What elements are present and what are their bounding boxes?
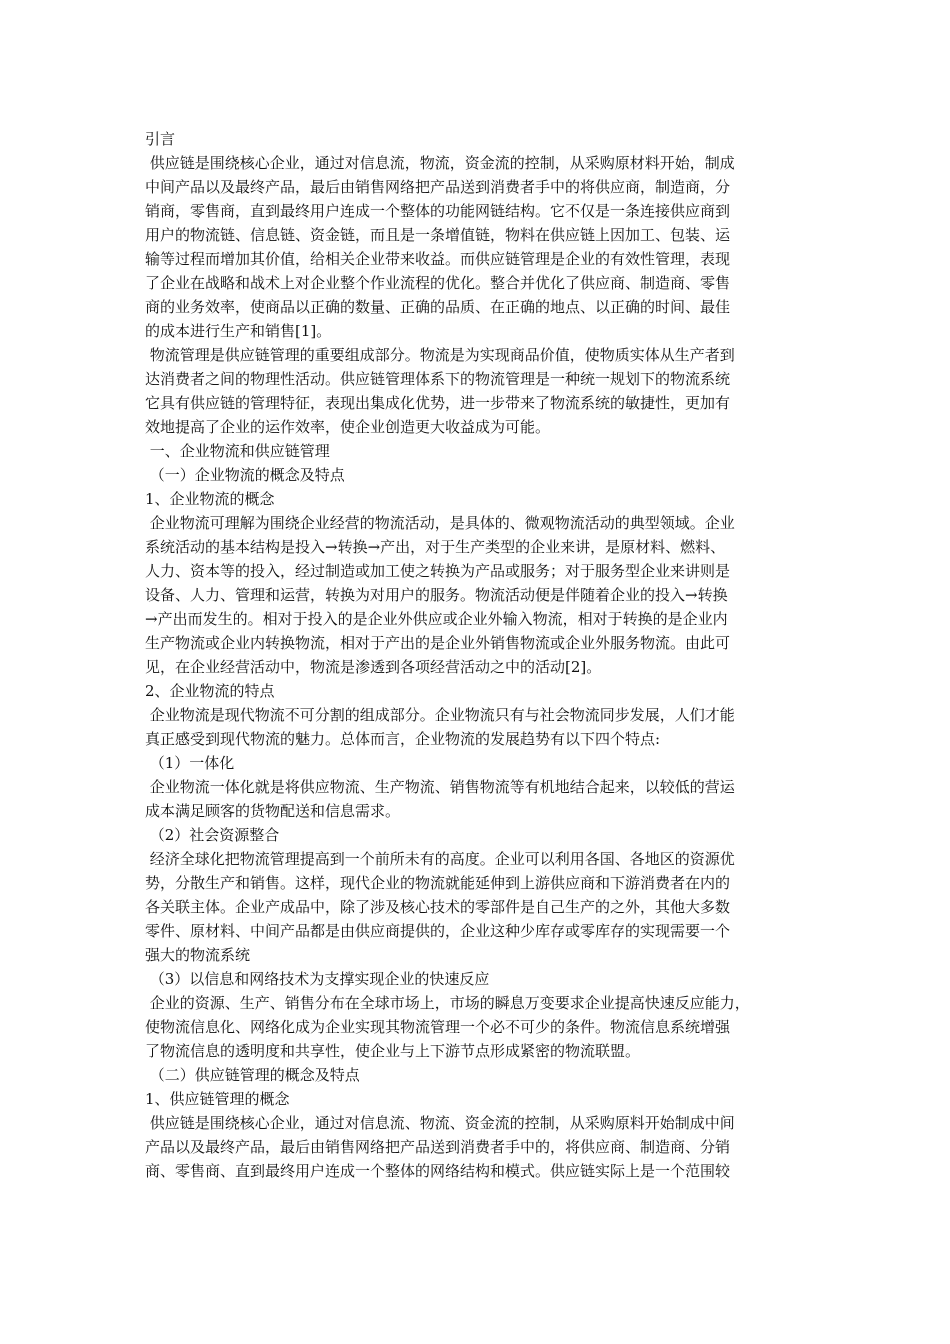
text-line: 中间产品以及最终产品，最后由销售网络把产品送到消费者手中的将供应商，制造商，分 bbox=[145, 178, 731, 196]
text-line: 各关联主体。企业产成品中，除了涉及核心技术的零部件是自己生产的之外，其他大多数 bbox=[145, 898, 731, 916]
text-line: 了企业在战略和战术上对企业整个作业流程的优化。整合并优化了供应商、制造商、零售 bbox=[145, 274, 731, 292]
text-line: 商、零售商、直到最终用户连成一个整体的网络结构和模式。供应链实际上是一个范围较 bbox=[145, 1162, 731, 1180]
text-line: 企业物流是现代物流不可分割的组成部分。企业物流只有与社会物流同步发展，人们才能 bbox=[145, 706, 735, 724]
subsubsection-heading: 1、供应链管理的概念 bbox=[145, 1090, 290, 1108]
text-line: 供应链是围绕核心企业，通过对信息流、物流、资金流的控制，从采购原料开始制成中间 bbox=[145, 1114, 735, 1132]
text-line: 输等过程而增加其价值，给相关企业带来收益。而供应链管理是企业的有效性管理，表现 bbox=[145, 250, 731, 268]
list-item-heading: （2）社会资源整合 bbox=[145, 826, 280, 844]
text-line: 企业的资源、生产、销售分布在全球市场上，市场的瞬息万变要求企业提高快速反应能力， bbox=[145, 994, 750, 1012]
text-line: 强大的物流系统 bbox=[145, 946, 251, 964]
text-line: 商的业务效率，使商品以正确的数量、正确的品质、在正确的地点、以正确的时间、最佳 bbox=[145, 298, 731, 316]
text-line: 企业物流一体化就是将供应物流、生产物流、销售物流等有机地结合起来，以较低的营运 bbox=[145, 778, 735, 796]
document-heading: 引言 bbox=[145, 130, 176, 148]
text-line: 成本满足顾客的货物配送和信息需求。 bbox=[145, 802, 401, 820]
text-line: 供应链是围绕核心企业，通过对信息流，物流，资金流的控制，从采购原材料开始，制成 bbox=[145, 154, 735, 172]
subsection-heading: （二）供应链管理的概念及特点 bbox=[145, 1066, 360, 1084]
subsection-heading: （一）企业物流的概念及特点 bbox=[145, 466, 345, 484]
text-line: 经济全球化把物流管理提高到一个前所未有的高度。企业可以利用各国、各地区的资源优 bbox=[145, 850, 735, 868]
subsubsection-heading: 2、企业物流的特点 bbox=[145, 682, 275, 700]
document-page bbox=[145, 127, 809, 1183]
list-item-heading: （1）一体化 bbox=[145, 754, 235, 772]
text-line: 零件、原材料、中间产品都是由供应商提供的，企业这种少库存或零库存的实现需要一个 bbox=[145, 922, 731, 940]
text-line: 物流管理是供应链管理的重要组成部分。物流是为实现商品价值，使物质实体从生产者到 bbox=[145, 346, 735, 364]
text-line: 效地提高了企业的运作效率，使企业创造更大收益成为可能。 bbox=[145, 418, 551, 436]
text-line: 用户的物流链、信息链、资金链，而且是一条增值链，物料在供应链上因加工、包装、运 bbox=[145, 226, 731, 244]
text-line: 它具有供应链的管理特征，表现出集成化优势，进一步带来了物流系统的敏捷性，更加有 bbox=[145, 394, 731, 412]
text-line: 生产物流或企业内转换物流，相对于产出的是企业外销售物流或企业外服务物流。由此可 bbox=[145, 634, 731, 652]
subsubsection-heading: 1、企业物流的概念 bbox=[145, 490, 275, 508]
list-item-heading: （3）以信息和网络技术为支撑实现企业的快速反应 bbox=[145, 970, 490, 988]
text-line: 企业物流可理解为围绕企业经营的物流活动，是具体的、微观物流活动的典型领域。企业 bbox=[145, 514, 735, 532]
text-line: 达消费者之间的物理性活动。供应链管理体系下的物流管理是一种统一规划下的物流系统 bbox=[145, 370, 731, 388]
text-line: 的成本进行生产和销售[1]。 bbox=[145, 322, 332, 340]
text-line: 设备、人力、管理和运营，转换为对用户的服务。物流活动便是伴随着企业的投入→转换 bbox=[145, 586, 728, 604]
text-line: 了物流信息的透明度和共享性，使企业与上下游节点形成紧密的物流联盟。 bbox=[145, 1042, 641, 1060]
text-line: 势，分散生产和销售。这样，现代企业的物流就能延伸到上游供应商和下游消费者在内的 bbox=[145, 874, 731, 892]
text-line: 使物流信息化、网络化成为企业实现其物流管理一个必不可少的条件。物流信息系统增强 bbox=[145, 1018, 731, 1036]
text-line: 系统活动的基本结构是投入→转换→产出，对于生产类型的企业来讲，是原材料、燃料、 bbox=[145, 538, 726, 556]
text-line: →产出而发生的。相对于投入的是企业外供应或企业外输入物流，相对于转换的是企业内 bbox=[145, 610, 728, 628]
section-heading: 一、企业物流和供应链管理 bbox=[145, 442, 330, 460]
text-line: 产品以及最终产品，最后由销售网络把产品送到消费者手中的，将供应商、制造商、分销 bbox=[145, 1138, 731, 1156]
text-line: 见，在企业经营活动中，物流是渗透到各项经营活动之中的活动[2]。 bbox=[145, 658, 602, 676]
text-line: 销商，零售商，直到最终用户连成一个整体的功能网链结构。它不仅是一条连接供应商到 bbox=[145, 202, 731, 220]
text-line: 真正感受到现代物流的魅力。总体而言，企业物流的发展趋势有以下四个特点: bbox=[145, 730, 661, 748]
text-line: 人力、资本等的投入，经过制造或加工使之转换为产品或服务；对于服务型企业来讲则是 bbox=[145, 562, 731, 580]
